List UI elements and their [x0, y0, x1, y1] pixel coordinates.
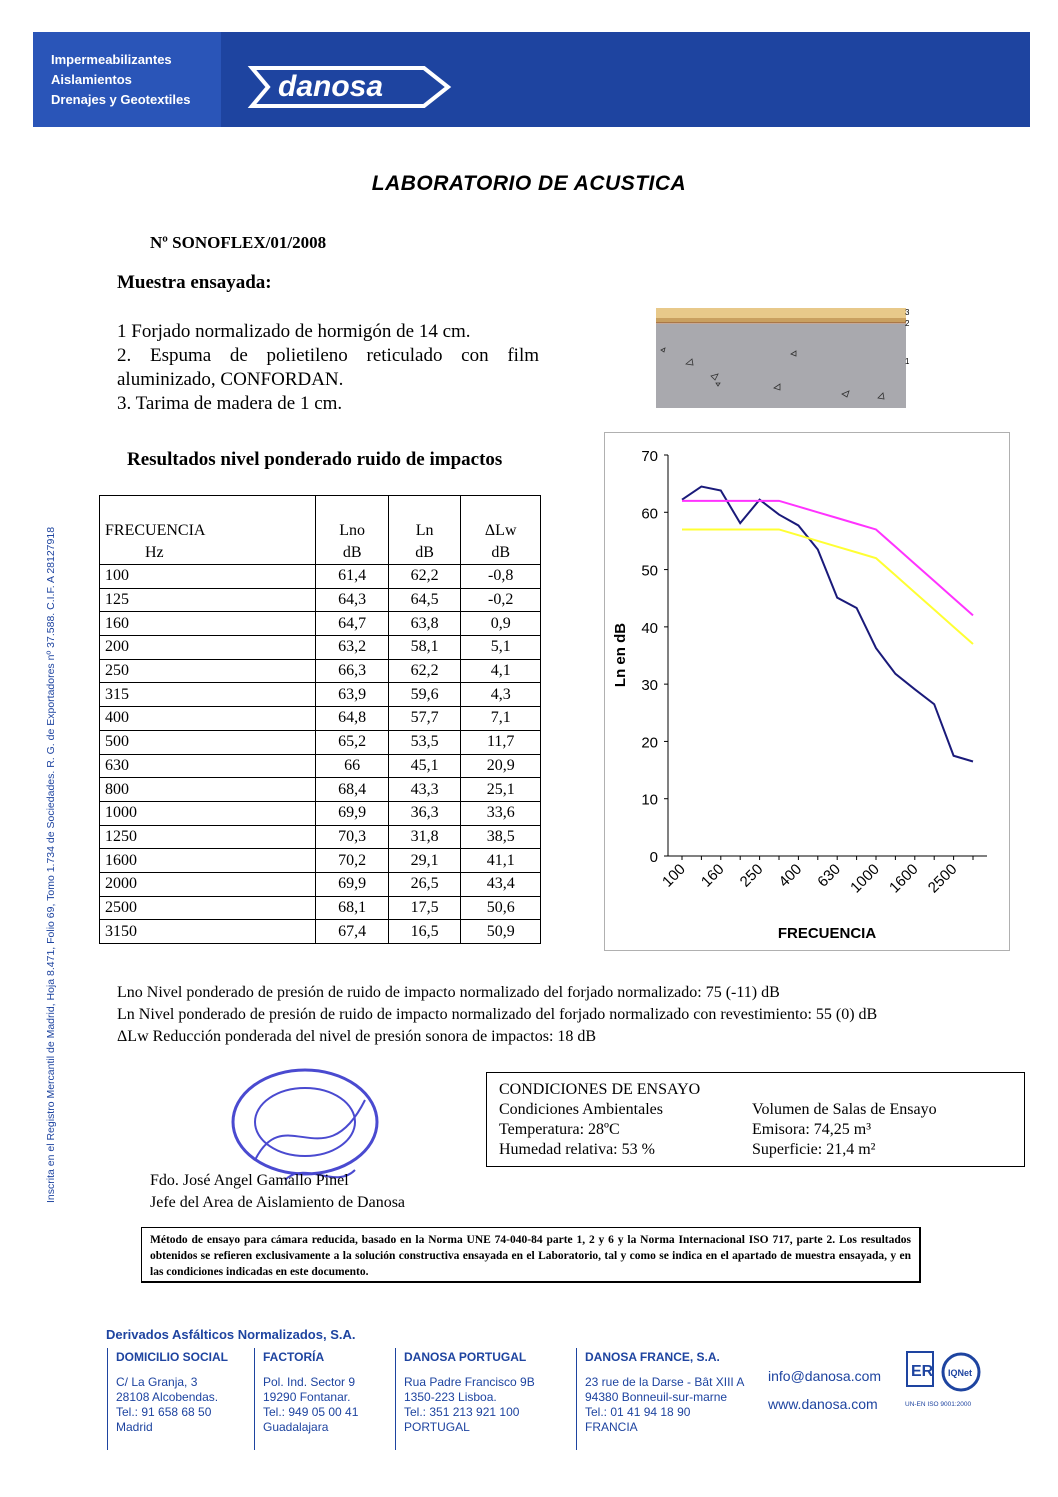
foam-layer [656, 318, 906, 323]
table-row [100, 754, 541, 778]
table-cell: 125 [100, 588, 316, 612]
table-row [100, 825, 541, 849]
footer-divider [395, 1348, 396, 1450]
footer-col-france [585, 1350, 765, 1435]
table-cell: 43,3 [388, 778, 460, 802]
footer-line: 1350-223 Lisboa. [404, 1390, 497, 1404]
footer-contact [768, 1362, 881, 1418]
conditions-right [752, 1100, 937, 1160]
table-cell: 64,8 [316, 707, 388, 731]
table-cell: 500 [100, 730, 316, 754]
test-conditions-box [486, 1072, 1025, 1167]
table-cell: 43,4 [461, 872, 541, 896]
certification-logos [905, 1350, 995, 1410]
x-tick-label: 250 [736, 860, 767, 891]
table-cell: 66,3 [316, 659, 388, 683]
footer-line: Pol. Ind. Sector 9 [263, 1375, 356, 1389]
table-row [100, 707, 541, 731]
header-unit: dB [342, 544, 362, 561]
chart-panel [604, 432, 1010, 951]
table-cell: 64,3 [316, 588, 388, 612]
footer-line: Tel.: 01 41 94 18 90 [585, 1405, 691, 1419]
header-unit: Hz [145, 544, 164, 561]
table-cell: 0,9 [461, 612, 541, 636]
sample-item: 2. Espuma de polietileno reticulado con film aluminizado, CONFORDAN. [117, 345, 539, 390]
footer-line: Tel.: 91 658 68 50 [116, 1405, 212, 1419]
table-cell: 17,5 [388, 896, 460, 920]
header-label: Lno [339, 522, 366, 539]
table-row [100, 730, 541, 754]
table-cell: 65,2 [316, 730, 388, 754]
y-tick-label: 40 [641, 619, 658, 637]
header-label: Ln [415, 522, 434, 539]
x-tick-label: 2500 [924, 860, 961, 897]
footer-line: Madrid [116, 1420, 153, 1434]
table-cell: 315 [100, 683, 316, 707]
table-cell: 63,9 [316, 683, 388, 707]
tagline-line: Aislamientos [51, 72, 132, 87]
table-cell: 1250 [100, 825, 316, 849]
header-cell [100, 496, 316, 565]
conditions-left [499, 1080, 700, 1160]
table-cell: 53,5 [388, 730, 460, 754]
table-cell: 5,1 [461, 636, 541, 660]
table-cell: 69,9 [316, 872, 388, 896]
footer-line: Tel.: 351 213 921 100 [404, 1405, 520, 1419]
note-line: Ln Nivel ponderado de presión de ruido de impacto normalizado del forjado normalizado con revestimiento: 55 (0) dB [117, 1006, 878, 1023]
header-label: ΔLw [484, 522, 517, 539]
y-tick-label: 50 [641, 562, 658, 580]
layer-label: 2 [905, 319, 910, 328]
header-label: FRECUENCIA [105, 522, 206, 539]
header-tagline-panel [33, 32, 221, 127]
signature-block [150, 1170, 405, 1214]
table-cell: 400 [100, 707, 316, 731]
series-line-2 [682, 501, 973, 616]
table-cell: 50,6 [461, 896, 541, 920]
results-notes [117, 982, 877, 1048]
table-cell: 64,7 [316, 612, 388, 636]
danosa-logo [238, 62, 453, 112]
y-axis-label: Ln en dB [612, 622, 629, 688]
table-cell: 70,2 [316, 849, 388, 873]
signature-role: Jefe del Area de Aislamiento de Danosa [150, 1194, 406, 1211]
table-cell: 1600 [100, 849, 316, 873]
sample-item: 1 Forjado normalizado de hormigón de 14 cm. [117, 321, 471, 342]
table-cell: -0,2 [461, 588, 541, 612]
footer-line: 23 rue de la Darse - Bât XIII A [585, 1375, 745, 1389]
table-cell: 69,9 [316, 801, 388, 825]
footer-col-title: DOMICILIO SOCIAL [116, 1350, 228, 1364]
x-tick-label: 160 [697, 860, 728, 891]
layer-label: 3 [905, 308, 910, 317]
footer-divider [576, 1348, 577, 1450]
table-row [100, 896, 541, 920]
sample-item: 3. Tarima de madera de 1 cm. [117, 393, 343, 414]
table-cell: 4,1 [461, 659, 541, 683]
condition-line: Temperatura: 28ºC [499, 1121, 620, 1138]
table-cell: 2000 [100, 872, 316, 896]
tagline-line: Impermeabilizantes [51, 52, 172, 67]
y-tick-label: 70 [641, 448, 658, 465]
table-header-row [100, 496, 541, 565]
sample-heading: Muestra ensayada: [117, 272, 272, 293]
results-heading: Resultados nivel ponderado ruido de impactos [127, 449, 503, 470]
table-cell: 1000 [100, 801, 316, 825]
footer-col-portugal [404, 1350, 574, 1435]
table-cell: 2500 [100, 896, 316, 920]
table-row [100, 849, 541, 873]
y-tick-label: 30 [641, 677, 658, 695]
y-tick-label: 20 [641, 734, 658, 752]
table-row [100, 588, 541, 612]
table-cell: -0,8 [461, 565, 541, 589]
table-cell: 31,8 [388, 825, 460, 849]
table-cell: 36,3 [388, 801, 460, 825]
table-row [100, 683, 541, 707]
table-row [100, 778, 541, 802]
table-cell: 63,8 [388, 612, 460, 636]
header-cell [461, 496, 541, 565]
signature-name: Fdo. José Angel Gamallo Pinel [150, 1172, 349, 1189]
footer-line: Tel.: 949 05 00 41 [263, 1405, 359, 1419]
table-cell: 58,1 [388, 636, 460, 660]
table-cell: 160 [100, 612, 316, 636]
x-axis-label: FRECUENCIA [777, 925, 877, 942]
table-cell: 4,3 [461, 683, 541, 707]
table-cell: 68,1 [316, 896, 388, 920]
table-row [100, 636, 541, 660]
y-tick-label: 60 [641, 505, 658, 523]
x-tick-label: 1000 [847, 860, 883, 897]
svg-text:ER: ER [911, 1363, 934, 1380]
footer-col-factoria [263, 1350, 393, 1435]
table-cell: 26,5 [388, 872, 460, 896]
footer-col-title: DANOSA PORTUGAL [404, 1350, 527, 1364]
registry-text: Inscrita en el Registro Mercantil de Madrid, Hoja 8.471, Folio 69, Tomo 1.734 de Sociedades. R. G. de Exportadores nº 37.588. C.I.F. A 28127918 [45, 526, 57, 1203]
impact-noise-chart [605, 433, 1009, 950]
table-row [100, 801, 541, 825]
footer-company-name: Derivados Asfálticos Normalizados, S.A. [106, 1327, 356, 1342]
table-cell: 45,1 [388, 754, 460, 778]
sample-cross-section-diagram [656, 306, 910, 410]
table-cell: 61,4 [316, 565, 388, 589]
condition-line: Condiciones Ambientales [499, 1101, 663, 1118]
table-cell: 630 [100, 754, 316, 778]
document-number: Nº SONOFLEX/01/2008 [150, 233, 327, 252]
footer-divider [107, 1348, 108, 1450]
table-cell: 62,2 [388, 659, 460, 683]
table-cell: 63,2 [316, 636, 388, 660]
footer-line: 28108 Alcobendas. [116, 1390, 219, 1404]
table-cell: 68,4 [316, 778, 388, 802]
table-cell: 11,7 [461, 730, 541, 754]
header-banner [33, 32, 1030, 127]
table-cell: 67,4 [316, 920, 388, 944]
footer-line: Rua Padre Francisco 9B [404, 1375, 535, 1389]
wood-layer [656, 308, 906, 318]
series-line-3 [682, 529, 973, 644]
table-cell: 200 [100, 636, 316, 660]
layer-label: 1 [905, 357, 910, 366]
table-cell: 250 [100, 659, 316, 683]
method-note: Método de ensayo para cámara reducida, basado en la Norma UNE 74-040-84 parte 1, 2 y 6 y la Norma Internacional ISO 717, parte 2. Los resultados obtenidos se refieren exclusivamente a la solución constructiva ensayada en el Laboratorio, tal y como se indica en el apartado de muestra ensayada, y en las condiciones indicadas en este documento. [141, 1227, 921, 1283]
table-row [100, 565, 541, 589]
cert-text: UN-EN ISO 9001:2000 [905, 1401, 972, 1408]
x-tick-label: 400 [775, 860, 806, 891]
footer-col-title: DANOSA FRANCE, S.A. [585, 1350, 720, 1364]
page-title: LABORATORIO DE ACUSTICA [371, 172, 687, 195]
tagline-line: Drenajes y Geotextiles [51, 92, 191, 107]
table-cell: 3150 [100, 920, 316, 944]
table-cell: 41,1 [461, 849, 541, 873]
table-cell: 29,1 [388, 849, 460, 873]
table-row [100, 659, 541, 683]
footer-line: 94380 Bonneuil-sur-marne [585, 1390, 728, 1404]
table-cell: 70,3 [316, 825, 388, 849]
conditions-title: CONDICIONES DE ENSAYO [499, 1081, 701, 1098]
footer-col-domicilio [116, 1350, 256, 1435]
condition-line: Superficie: 21,4 m² [752, 1141, 876, 1158]
website-link[interactable]: www.danosa.com [768, 1396, 878, 1412]
svg-text:IQNet: IQNet [948, 1368, 973, 1378]
condition-line: Volumen de Salas de Ensayo [752, 1101, 937, 1118]
registry-side-text [30, 445, 68, 1205]
header-tagline [51, 50, 190, 110]
table-cell: 20,9 [461, 754, 541, 778]
sample-description [117, 320, 539, 416]
series-line-1 [682, 487, 973, 762]
header-unit: dB [415, 544, 434, 561]
table-cell: 7,1 [461, 707, 541, 731]
y-tick-label: 10 [641, 791, 658, 809]
footer-col-title: FACTORÍA [263, 1350, 325, 1364]
table-cell: 64,5 [388, 588, 460, 612]
condition-line: Emisora: 74,25 m³ [752, 1121, 872, 1138]
table-cell: 62,2 [388, 565, 460, 589]
x-tick-label: 100 [659, 860, 689, 891]
concrete-layer [656, 324, 906, 408]
footer-line: 19290 Fontanar. [263, 1390, 351, 1404]
x-tick-label: 1600 [886, 860, 922, 897]
footer-line: C/ La Granja, 3 [116, 1375, 198, 1389]
table-cell: 38,5 [461, 825, 541, 849]
table-cell: 59,6 [388, 683, 460, 707]
table-cell: 50,9 [461, 920, 541, 944]
footer-line: PORTUGAL [404, 1420, 470, 1434]
header-cell [388, 496, 460, 565]
table-cell: 100 [100, 565, 316, 589]
y-tick-label: 0 [649, 849, 658, 866]
x-tick-label: 630 [814, 860, 845, 891]
table-row [100, 612, 541, 636]
table-cell: 33,6 [461, 801, 541, 825]
note-line: ΔLw Reducción ponderada del nivel de presión sonora de impactos: 18 dB [117, 1028, 597, 1045]
email-link[interactable]: info@danosa.com [768, 1368, 882, 1384]
table-cell: 16,5 [388, 920, 460, 944]
note-line: Lno Nivel ponderado de presión de ruido de impacto normalizado del forjado normalizado: 75 (-11) dB [117, 984, 780, 1001]
table-cell: 25,1 [461, 778, 541, 802]
footer-line: Guadalajara [263, 1420, 329, 1434]
logo-text: danosa [278, 70, 384, 103]
results-table [99, 495, 541, 944]
table-cell: 800 [100, 778, 316, 802]
footer-line: FRANCIA [585, 1420, 638, 1434]
header-unit: dB [491, 544, 511, 561]
footer-divider [254, 1348, 255, 1450]
table-cell: 57,7 [388, 707, 460, 731]
condition-line: Humedad relativa: 53 % [499, 1141, 655, 1158]
table-row [100, 872, 541, 896]
table-row [100, 920, 541, 944]
table-cell: 66 [316, 754, 388, 778]
header-cell [316, 496, 388, 565]
